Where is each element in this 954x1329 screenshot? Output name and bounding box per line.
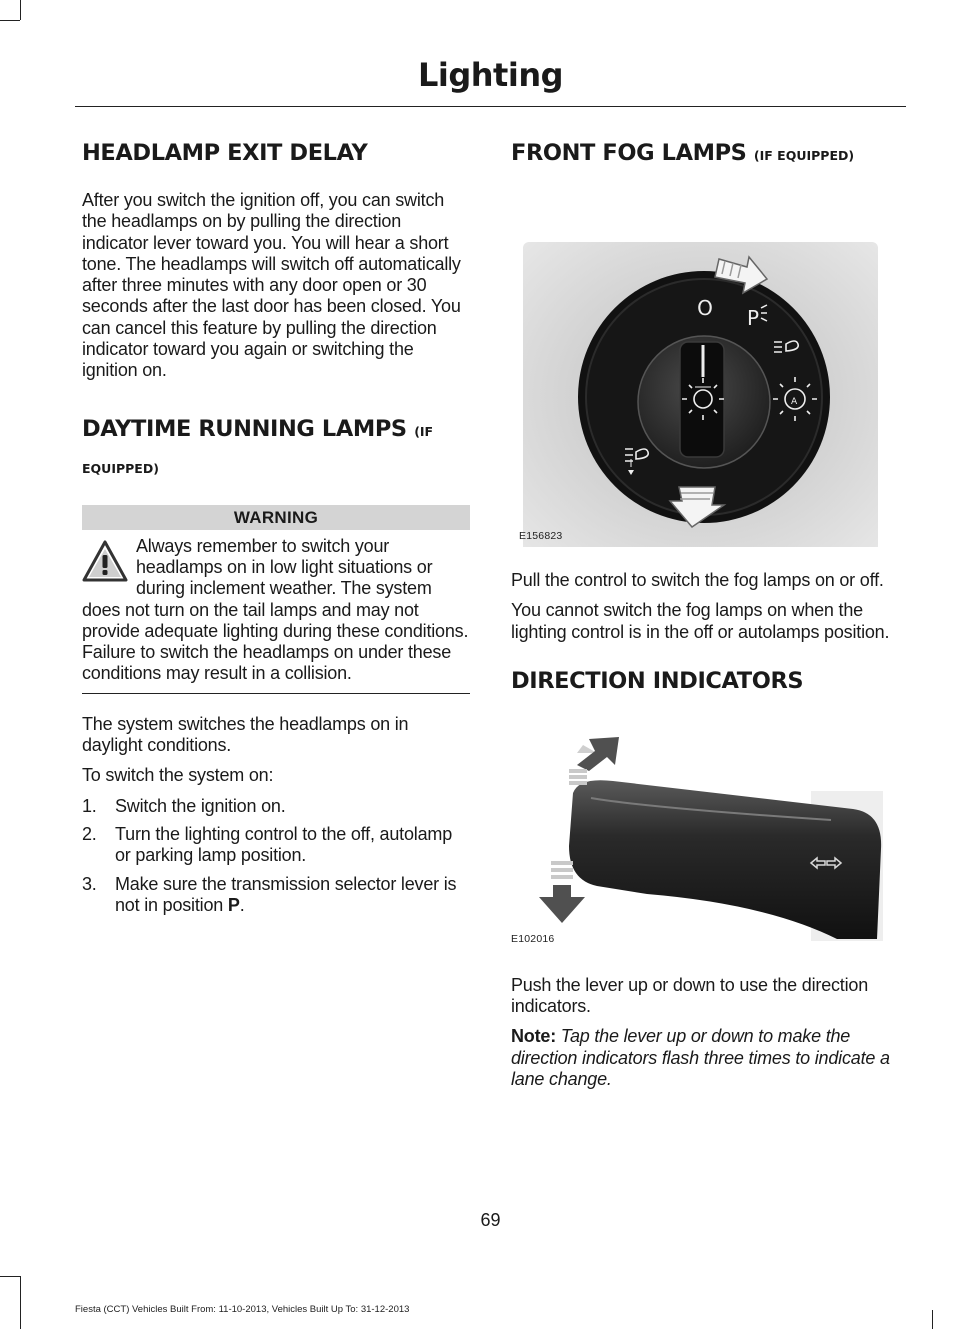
daytime-heading-tag-cont: EQUIPPED) xyxy=(82,460,159,476)
fog-lamps-para-1: Pull the control to switch the fog lamps on or off. xyxy=(511,570,884,590)
direction-indicators-heading: DIRECTION INDICATORS xyxy=(511,667,804,694)
svg-text:A: A xyxy=(791,397,798,407)
lighting-control-figure xyxy=(511,197,903,547)
step-text-end: . xyxy=(239,894,245,915)
warning-text: Always remember to switch your headlamps on in low light situations or during inclement weather. The system does not turn on the tail lamps and may not provide adequate lighting during these conditions. Failure to switch the headlamps on under these conditions may result in a collision. xyxy=(82,535,469,684)
figure-code: E156823 xyxy=(519,530,563,542)
daytime-heading-text: DAYTIME RUNNING LAMPS xyxy=(82,415,407,442)
page-number: 69 xyxy=(480,1210,501,1230)
headlamp-exit-heading: HEADLAMP EXIT DELAY xyxy=(82,140,368,166)
title-divider xyxy=(75,106,906,107)
note-label: Note: xyxy=(511,1026,556,1047)
daytime-section xyxy=(82,412,470,916)
fog-lamps-heading xyxy=(511,140,903,167)
daytime-steps xyxy=(82,796,470,916)
warning-divider xyxy=(82,693,470,694)
fog-lamps-section xyxy=(511,140,903,643)
fog-lamps-heading-tag: (IF EQUIPPED) xyxy=(753,148,855,163)
step-bold-text: P xyxy=(227,894,240,915)
daytime-heading-tag: (IF xyxy=(414,423,434,439)
list-item xyxy=(82,874,470,917)
crop-mark xyxy=(932,1310,933,1329)
fog-lamps-heading-text: FRONT FOG LAMPS xyxy=(511,140,747,166)
lighting-control-dial-illustration xyxy=(511,197,903,547)
crop-mark xyxy=(0,1276,20,1277)
step-number: 3. xyxy=(82,873,97,894)
list-item xyxy=(82,824,470,867)
indicator-lever-figure xyxy=(511,713,903,958)
step-number: 2. xyxy=(82,823,97,844)
daytime-para-1: The system switches the headlamps on in daylight conditions. xyxy=(82,713,409,756)
note-text: Tap the lever up or down to make the direction indicators flash three times to indicate a lane change. xyxy=(511,1026,890,1090)
direction-note xyxy=(511,1026,903,1090)
figure-code: E102016 xyxy=(511,932,555,945)
dial-label-parking: P xyxy=(747,306,760,330)
step-text: Make sure the transmission selector lever is not in position xyxy=(115,873,457,915)
warning-label: WARNING xyxy=(82,505,470,530)
crop-mark xyxy=(20,1276,21,1329)
list-item xyxy=(82,796,470,817)
warning-body xyxy=(82,536,470,685)
right-column xyxy=(511,140,903,1099)
indicator-lever-illustration xyxy=(511,713,903,958)
headlamp-exit-body: After you switch the ignition off, you can switch the headlamps on by pulling the direction indicator lever toward you. You will hear a short tone. The headlamps will switch off automatically after three minutes with any door open or 30 seconds after the last door has been closed. You can cancel this feature by pulling the direction indicator toward you again or switching the ignition on. xyxy=(82,190,461,381)
crop-mark xyxy=(0,20,20,21)
step-text: Switch the ignition on. xyxy=(115,795,286,816)
direction-para-1: Push the lever up or down to use the direction indicators. xyxy=(511,974,869,1017)
page-title: Lighting xyxy=(418,56,563,94)
daytime-para-2: To switch the system on: xyxy=(82,765,274,786)
daytime-heading xyxy=(82,412,470,486)
left-column xyxy=(82,140,470,923)
arrow-up-icon xyxy=(569,737,619,783)
footer-text: Fiesta (CCT) Vehicles Built From: 11-10-2013, Vehicles Built Up To: 31-12-2013 xyxy=(75,1304,410,1315)
dial-label-off: O xyxy=(697,296,713,320)
warning-box xyxy=(82,505,470,694)
step-number: 1. xyxy=(82,795,97,816)
crop-mark xyxy=(20,0,21,20)
warning-triangle-icon xyxy=(82,539,128,585)
direction-indicators-section xyxy=(511,668,903,1090)
step-text: Turn the lighting control to the off, autolamp or parking lamp position. xyxy=(115,823,453,866)
headlamp-exit-section xyxy=(82,140,470,382)
fog-lamps-para-2: You cannot switch the fog lamps on when the lighting control is in the off or autolamps position. xyxy=(511,600,890,642)
